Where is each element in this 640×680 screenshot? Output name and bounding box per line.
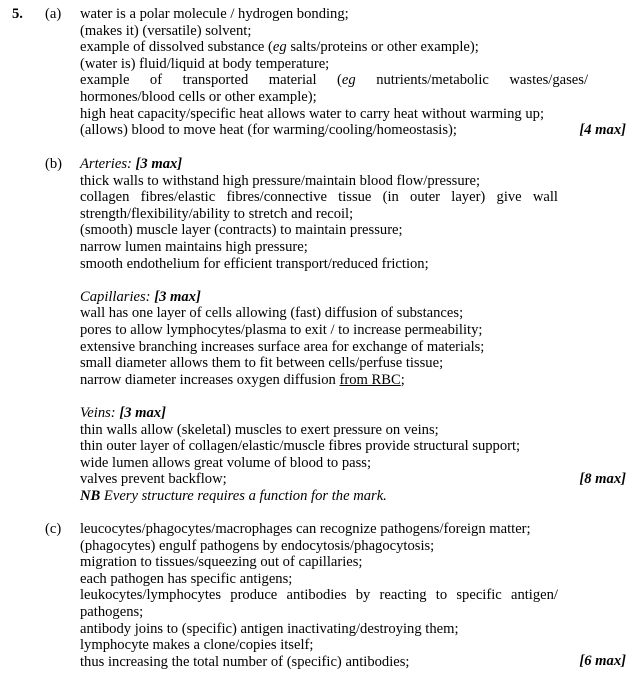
answer-line: thus increasing the total number of (specific) antibodies; [80,653,410,670]
heading-text: Capillaries: [80,288,151,305]
part-a-marks: [4 max] [579,122,626,138]
part-b-label: (b) [45,156,63,172]
answer-line: extensive branching increases surface area for exchange of materials; [80,338,485,355]
answer-line: (water is) fluid/liquid at body temperature; [80,55,330,72]
answer-line: pathogens; [80,603,144,620]
answer-line: small diameter allows them to fit between cells/perfuse tissue; [80,355,444,372]
answer-line [80,39,636,56]
part-c-body [80,521,636,670]
text: narrow diameter increases oxygen diffusion [80,371,340,388]
text: ; [400,371,405,388]
answer-line [80,372,636,389]
heading-text: Veins: [80,404,116,421]
answer-line: smooth endothelium for efficient transport/reduced friction; [80,255,429,272]
answer-line: migration to tissues/squeezing out of capillaries; [80,554,363,571]
answer-line: thick walls to withstand high pressure/maintain blood flow/pressure; [80,172,481,189]
text: salts/proteins or other example); [286,39,479,56]
answer-line: leucocytes/phagocytes/macrophages can recognize pathogens/foreign matter; [80,521,531,537]
answer-line: (allows) blood to move heat (for warming/cooling/homeostasis); [80,122,457,139]
answer-line: narrow lumen maintains high pressure; [80,238,308,255]
nb-label: NB [80,487,101,504]
eg-abbrev: eg [341,72,356,89]
answer-line: (makes it) (versatile) solvent; [80,22,252,39]
answer-line: lymphocyte makes a clone/copies itself; [80,637,314,654]
eg-abbrev: eg [272,39,287,56]
text: example of dissolved substance ( [80,39,273,56]
part-c-marks: [6 max] [579,653,626,669]
answer-line: (phagocytes) engulf pathogens by endocytosis/phagocytosis; [80,537,435,554]
text: example of transported material ( [80,72,342,89]
arteries-heading [80,156,636,173]
answer-line: valves prevent backflow; [80,471,227,488]
part-b-marks: [8 max] [579,471,626,487]
heading-text: Arteries: [80,156,132,172]
answer-line: high heat capacity/specific heat allows water to carry heat without warming up; [80,105,544,122]
text: nutrients/metabolic wastes/gases/ [355,72,588,89]
question-number: 5. [12,6,23,22]
answer-line: strength/flexibility/ability to stretch and recoil; [80,205,354,222]
answer-line: wall has one layer of cells allowing (fast) diffusion of substances; [80,305,464,322]
part-c-label: (c) [45,521,62,537]
nb-note [80,488,636,505]
answer-line: collagen fibres/elastic fibres/connective tissue (in outer layer) give wall [80,189,558,206]
part-b-body [80,156,636,504]
max-marks: [3 max] [154,288,201,305]
part-a-body [80,6,636,139]
answer-line: (smooth) muscle layer (contracts) to maintain pressure; [80,222,403,239]
answer-line: antibody joins to (specific) antigen inactivating/destroying them; [80,620,459,637]
veins-heading [80,405,636,422]
max-marks: [3 max] [135,156,183,172]
nb-text: Every structure requires a function for the mark. [100,487,387,504]
max-marks: [3 max] [119,404,166,421]
answer-line: hormones/blood cells or other example); [80,88,317,105]
answer-line: thin outer layer of collagen/elastic/muscle fibres provide structural support; [80,438,521,455]
answer-line: leukocytes/lymphocytes produce antibodies by reacting to specific antigen/ [80,587,558,604]
answer-line: wide lumen allows great volume of blood to pass; [80,454,372,471]
answer-line [80,72,588,89]
underlined-text: from RBC [339,371,401,388]
answer-line: water is a polar molecule / hydrogen bonding; [80,6,349,22]
answer-line: pores to allow lymphocytes/plasma to exit / to increase permeability; [80,321,483,338]
part-a-label: (a) [45,6,62,22]
capillaries-heading [80,289,636,306]
answer-line: thin walls allow (skeletal) muscles to exert pressure on veins; [80,421,439,438]
answer-line: each pathogen has specific antigens; [80,570,293,587]
